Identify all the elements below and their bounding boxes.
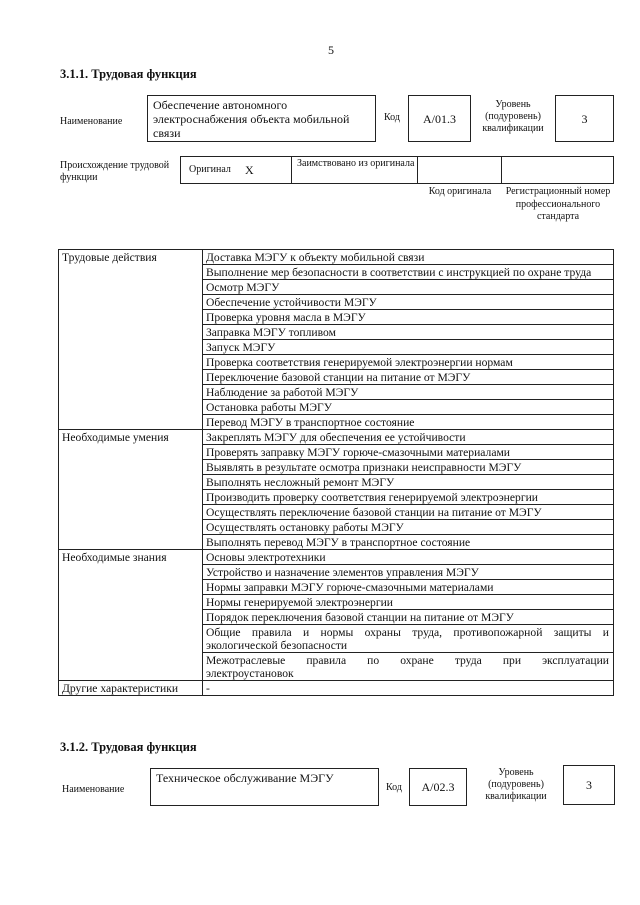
table-cell: Осуществлять остановку работы МЭГУ bbox=[203, 520, 614, 535]
table-cell: Перевод МЭГУ в транспортное состояние bbox=[203, 415, 614, 430]
category-cell: Другие характеристики bbox=[59, 681, 203, 696]
table-cell: Заправка МЭГУ топливом bbox=[203, 325, 614, 340]
name-label-2: Наименование bbox=[62, 784, 125, 795]
table-cell: Переключение базовой станции на питание от МЭГУ bbox=[203, 370, 614, 385]
table-cell: - bbox=[203, 681, 614, 696]
table-cell: Проверка соответствия генерируемой электроэнергии нормам bbox=[203, 355, 614, 370]
table-cell: Закреплять МЭГУ для обеспечения ее устойчивости bbox=[203, 430, 614, 445]
origin-divider bbox=[417, 157, 418, 183]
table-cell: Наблюдение за работой МЭГУ bbox=[203, 385, 614, 400]
original-label: Оригинал bbox=[189, 164, 231, 175]
origin-divider bbox=[291, 157, 292, 183]
category-cell: Трудовые действия bbox=[59, 250, 203, 430]
table-cell: Основы электротехники bbox=[203, 550, 614, 565]
category-cell: Необходимые умения bbox=[59, 430, 203, 550]
table-cell: Проверка уровня масла в МЭГУ bbox=[203, 310, 614, 325]
table-cell: Выявлять в результате осмотра признаки неисправности МЭГУ bbox=[203, 460, 614, 475]
table-row bbox=[59, 550, 614, 565]
original-code-label: Код оригинала bbox=[428, 186, 492, 197]
table-cell: Выполнять несложный ремонт МЭГУ bbox=[203, 475, 614, 490]
origin-divider bbox=[501, 157, 502, 183]
function-name-box: Обеспечение автономного электроснабжения объекта мобильной связи bbox=[147, 95, 376, 142]
table-cell: Обеспечение устойчивости МЭГУ bbox=[203, 295, 614, 310]
table-cell: Межотраслевые правила по охране труда при эксплуатации электроустановок bbox=[203, 653, 614, 681]
table-cell: Проверять заправку МЭГУ горюче-смазочными материалами bbox=[203, 445, 614, 460]
borrowed-label: Заимствовано из оригинала bbox=[297, 158, 415, 169]
table-cell: Осуществлять переключение базовой станции на питание от МЭГУ bbox=[203, 505, 614, 520]
category-cell: Необходимые знания bbox=[59, 550, 203, 681]
table-cell: Порядок переключения базовой станции на питание от МЭГУ bbox=[203, 610, 614, 625]
origin-row bbox=[180, 156, 614, 184]
table-cell: Устройство и назначение элементов управления МЭГУ bbox=[203, 565, 614, 580]
table-cell: Общие правила и нормы охраны труда, противопожарной защиты и экологической безопасности bbox=[203, 625, 614, 653]
table-cell: Осмотр МЭГУ bbox=[203, 280, 614, 295]
level-label: Уровень (подуровень) квалификации bbox=[482, 99, 544, 134]
table-cell: Производить проверку соответствия генерируемой электроэнергии bbox=[203, 490, 614, 505]
table-cell: Нормы заправки МЭГУ горюче-смазочными материалами bbox=[203, 580, 614, 595]
code-label-2: Код bbox=[386, 782, 402, 793]
table-row bbox=[59, 250, 614, 265]
level-label-2: Уровень (подуровень) квалификации bbox=[485, 767, 547, 802]
function-details-table bbox=[58, 249, 614, 696]
reg-number-label: Регистрационный номер профессионального стандарта bbox=[505, 186, 611, 222]
level-box-2: 3 bbox=[563, 765, 615, 805]
table-row bbox=[59, 430, 614, 445]
table-cell: Выполнять перевод МЭГУ в транспортное состояние bbox=[203, 535, 614, 550]
origin-label: Происхождение трудовой функции bbox=[60, 160, 170, 183]
code-label: Код bbox=[384, 112, 400, 123]
code-box: A/01.3 bbox=[408, 95, 471, 142]
section-heading: 3.1.1. Трудовая функция bbox=[60, 67, 197, 81]
table-cell: Остановка работы МЭГУ bbox=[203, 400, 614, 415]
section-heading-2: 3.1.2. Трудовая функция bbox=[60, 740, 197, 754]
level-box: 3 bbox=[555, 95, 614, 142]
code-box-2: A/02.3 bbox=[409, 768, 467, 806]
function-name-box-2: Техническое обслуживание МЭГУ bbox=[150, 768, 379, 806]
page-number: 5 bbox=[328, 43, 334, 57]
table-cell: Запуск МЭГУ bbox=[203, 340, 614, 355]
table-cell: Нормы генерируемой электроэнергии bbox=[203, 595, 614, 610]
table-cell: Выполнение мер безопасности в соответствии с инструкцией по охране труда bbox=[203, 265, 614, 280]
table-cell: Доставка МЭГУ к объекту мобильной связи bbox=[203, 250, 614, 265]
original-mark: X bbox=[245, 163, 254, 177]
name-label: Наименование bbox=[60, 116, 123, 127]
table-row bbox=[59, 681, 614, 696]
